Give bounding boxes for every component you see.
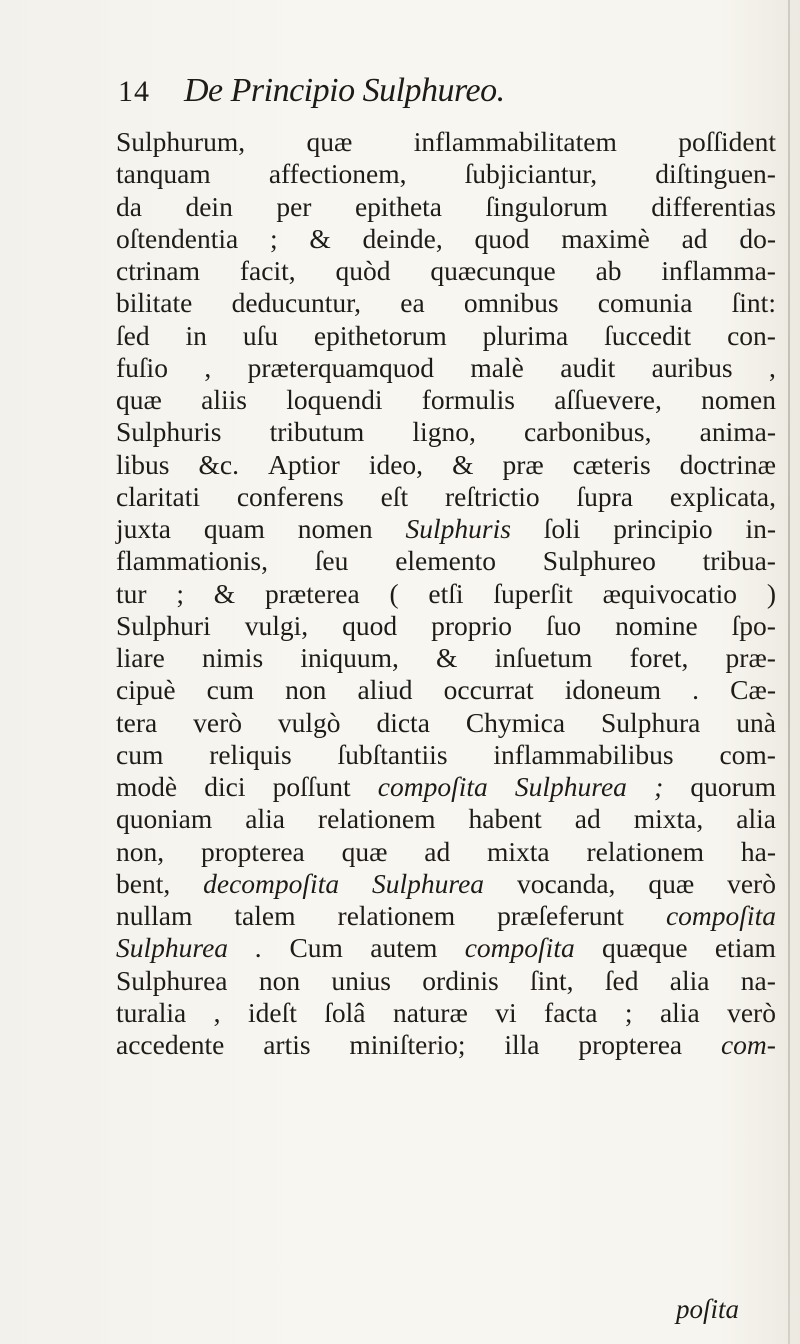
word: alia [669,964,710,996]
word: vi [495,996,517,1028]
word: ſed [604,964,639,996]
word: & [213,577,236,609]
word: bilitate [116,287,193,319]
word: ab [595,255,622,286]
word: poſſunt [272,771,351,802]
word: nomen [297,513,373,544]
word: præterquamquod [247,351,434,383]
word: vocanda, [516,867,616,899]
word: cum [206,674,255,706]
word: verò [727,867,776,899]
word: Sulphurea [514,771,627,802]
word: ; [654,771,664,802]
word: mixta [487,835,550,867]
word: proprio [431,609,513,641]
word: quæ [306,126,353,157]
word: & [436,642,458,673]
word: inflamma- [661,255,776,286]
text-line [116,513,776,545]
text-line [116,932,776,964]
word: na- [740,964,776,996]
text-line [116,158,776,190]
word: quæ [648,867,695,899]
word: etiam [714,932,776,964]
word: turalia [116,996,187,1028]
word: ctrinam [116,255,200,286]
word: non [258,964,301,996]
word: ; [624,996,633,1028]
word: malè [470,351,524,383]
word: & [309,222,331,254]
word: ſuperſit [493,577,573,609]
word: inflammabilitatem [413,126,617,157]
text-line [116,255,776,287]
word: uſu [242,319,278,351]
word: com- [719,738,776,770]
word: occurrat [443,674,534,706]
word: nullam [116,900,193,931]
word: Sulphurea [372,867,485,899]
text-line [116,707,776,739]
running-title: De Principio Sulphureo. [184,72,505,109]
word: deinde, [362,222,443,254]
word: ſubjiciantur, [464,158,598,190]
word: ad [574,803,601,835]
word: Aptior [268,448,340,480]
text-line [116,803,776,835]
word: alia [245,803,285,835]
word: oſtendentia [116,222,239,254]
word: , [204,351,212,383]
word: quæ [341,835,388,867]
text-line [116,610,776,642]
word: aliud [357,674,413,706]
word: ad [681,222,708,254]
text-line [116,771,776,803]
text-line [116,126,776,158]
text-line [116,674,776,706]
word: con- [727,319,776,351]
word: , [213,996,221,1028]
word: anima- [699,416,776,448]
word: Sulphurum, [116,126,246,157]
word: affectionem, [268,158,407,190]
word: ad [424,835,451,867]
word: tur [116,577,147,609]
word: dein [185,190,233,222]
word: quæque [602,932,688,964]
word: æquivocatio [602,577,738,609]
word: compoſita [665,900,776,931]
word: cæteris [572,448,651,480]
word: compoſita [377,771,488,802]
word: elemento [395,545,496,577]
word: conferens [236,480,344,512]
word: com- [720,1029,776,1060]
word: quorum [690,771,776,802]
word: aſſuevere, [554,384,662,415]
word: Sulphuris [116,416,222,448]
word: audit [560,351,616,383]
word: reliquis [209,738,292,770]
word: iniquum, [300,642,399,673]
text-line [116,191,776,223]
word: ha- [740,835,776,867]
word: ſupra [576,480,634,512]
word: carbonibus, [523,416,652,448]
word: propterea [578,1029,683,1060]
word: quod [342,609,398,641]
word: tributum [269,416,365,448]
word: præſeferunt [497,900,624,931]
word: miniſterio; [349,1029,466,1060]
text-line [116,416,776,448]
word: Chymica [465,706,566,738]
word: epitheta [354,190,442,222]
word: da [116,190,142,222]
text-line [116,545,776,577]
word: Sulphurea [116,964,228,996]
word: cipuè [116,674,176,706]
word: cum [116,738,164,770]
word: decompoſita [203,867,340,899]
word: tera [116,706,158,738]
word: . [255,932,263,964]
word: accedente [116,1029,225,1060]
word: &c. [198,448,239,480]
word: liare [116,642,165,673]
word: ſeu [314,545,349,577]
word: do- [739,222,776,254]
word: deducuntur, [231,287,362,319]
word: nomen [701,384,776,415]
word: dici [204,771,246,802]
word: ſoli [543,513,581,544]
text-line [116,900,776,932]
word: plurima [482,319,569,351]
word: doctrinæ [679,448,776,480]
word: principio [613,513,713,544]
word: præ [502,448,544,480]
word: ( [389,577,399,609]
text-line [116,578,776,610]
word: unius [331,964,391,996]
word: auribus [651,351,733,383]
word: Cæ- [730,674,776,706]
text-line [116,836,776,868]
body-text [116,126,776,1061]
page-number: 14 [118,75,150,108]
word: quoniam [116,803,213,835]
word: ideſt [247,996,297,1028]
word: ſuccedit [604,319,692,351]
text-line [116,868,776,900]
catchword: poſita [676,1294,740,1324]
word: quam [203,513,265,544]
word: modè [116,771,178,802]
word: talem [234,900,296,931]
word: mixta, [633,803,704,835]
word: Sulphurea [116,932,229,964]
word: facit, [239,255,296,286]
word: alia [736,803,776,835]
text-line [116,352,776,384]
text-line [116,481,776,513]
word: facta [544,996,598,1028]
word: diſtinguen- [655,158,776,190]
word: claritati [116,480,200,512]
word: Sulphuri [116,609,211,641]
word: . [692,674,700,706]
word: verò [727,996,776,1028]
word: alia [659,996,700,1028]
word: bent, [116,867,171,899]
word: nimis [202,642,264,673]
word: non [285,674,327,706]
word: per [276,190,312,222]
word: ſolâ [324,996,366,1028]
word: formulis [421,384,515,415]
text-line [116,223,776,255]
word: ; [269,222,278,254]
word: & [452,448,474,480]
word: non, [116,835,165,867]
word: naturæ [392,996,468,1028]
word: idoneum [564,674,662,706]
word: ea [400,287,425,319]
text-line [116,287,776,319]
word: ideo, [368,448,424,480]
word: tanquam [116,158,211,190]
word: explicata, [669,480,776,512]
word: Sulphuris [405,513,511,544]
word: omnibus [463,287,559,319]
word: quòd [335,255,391,286]
word: etſi [428,577,464,609]
word: ) [766,577,776,609]
word: verò [193,706,242,738]
word: maximè [561,222,650,254]
word: loquendi [286,384,383,415]
text-line [116,965,776,997]
word: ſubſtantiis [337,738,448,770]
text-line [116,739,776,771]
word: eſt [380,480,409,512]
word: unà [736,706,776,738]
word: præ- [725,642,776,673]
word: quæ [116,384,162,415]
word: flammationis, [116,545,268,577]
page-header [118,72,505,112]
word: fuſio [116,351,168,383]
word: Sulphura [601,706,701,738]
word: foret, [629,642,689,673]
word: comunia [597,287,693,319]
word: ſint, [530,964,574,996]
word: præterea [264,577,360,609]
word: ſint: [731,287,776,319]
word: ligno, [412,416,476,448]
word: in- [745,513,776,544]
word: relationem [337,900,456,931]
word: relationem [317,803,436,835]
word: ſingulorum [485,190,608,222]
word: propterea [200,835,305,867]
text-line [116,642,776,674]
word: quod [474,222,530,254]
word: epithetorum [313,319,447,351]
word: tribua- [702,545,776,577]
word: compoſita [464,932,575,964]
word: juxta [116,513,171,544]
text-line [116,449,776,481]
word: ; [176,577,184,609]
word: relationem [586,835,705,867]
word: reſtrictio [444,480,540,512]
text-line [116,320,776,352]
word: Sulphureo [542,545,656,577]
word: vulgi, [244,609,309,641]
text-line [116,997,776,1029]
word: nomine [615,609,698,641]
word: ſuo [546,609,582,641]
word: libus [116,448,170,480]
word: in [185,319,207,351]
word: ordinis [422,964,499,996]
word: poſſident [678,126,776,157]
text-line [116,1029,776,1061]
word: ſpo- [731,609,776,641]
word: Cum [289,932,343,964]
word: habent [468,803,542,835]
word: autem [370,932,438,964]
word: ſed [116,319,150,351]
word: dicta [376,706,430,738]
word: vulgò [277,706,341,738]
word: artis [263,1029,311,1060]
word: quæcunque [430,255,556,286]
word: inflammabilibus [493,738,674,770]
word: aliis [201,384,247,415]
word: inſuetum [494,642,593,673]
word: illa [504,1029,540,1060]
page-edge-shadow [788,0,790,1344]
text-line [116,384,776,416]
word: differentias [651,190,776,222]
word: , [769,351,776,383]
